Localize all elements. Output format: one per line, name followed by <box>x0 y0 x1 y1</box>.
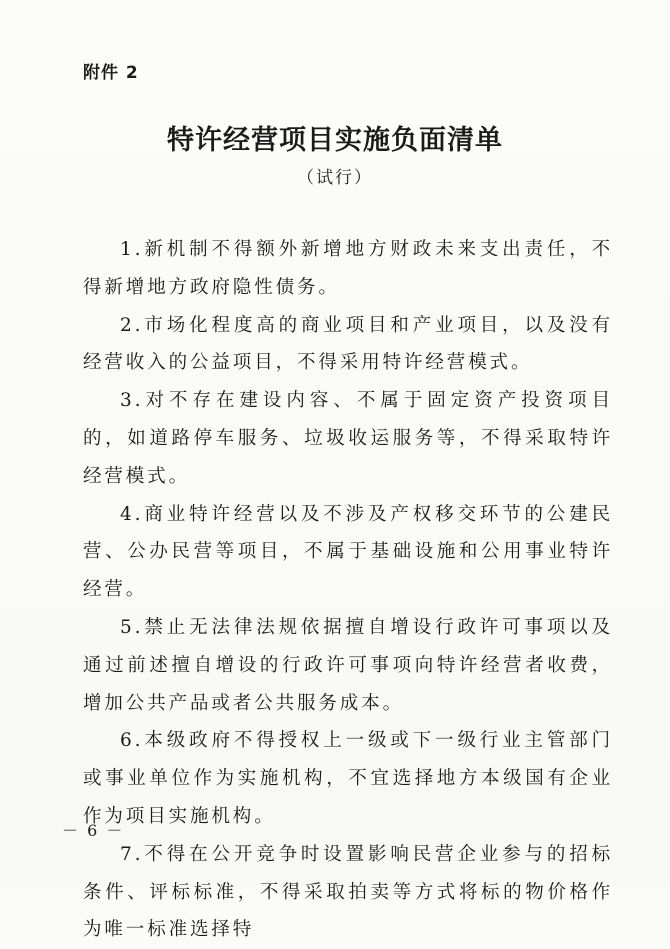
list-item-6: 6.本级政府不得授权上一级或下一级行业主管部门或事业单位作为实施机构，不宜选择地方本级国有企业作为项目实施机构。 <box>83 730 613 827</box>
list-item-5: 5.禁止无法律法规依据擅自增设行政许可事项以及通过前述擅自增设的行政许可事项向特许经营者收费，增加公共产品或者公共服务成本。 <box>83 616 613 714</box>
list-item-7: 7.不得在公开竞争时设置影响民营企业参与的招标条件、评标标准，不得采取拍卖等方式将标的物价格作为唯一标准选择特 <box>83 843 613 941</box>
list-item-3: 3.对不存在建设内容、不属于固定资产投资项目的，如道路停车服务、垃圾收运服务等，不得采取特许经营模式。 <box>83 390 613 487</box>
page-number: － 6 － <box>62 821 125 840</box>
list-item-2: 2.市场化程度高的商业项目和产业项目，以及没有经营收入的公益项目，不得采用特许经营模式。 <box>83 314 613 374</box>
document-title: 特许经营项目实施负面清单 <box>167 125 503 156</box>
list-item-1: 1.新机制不得额外新增地方财政未来支出责任，不得新增地方政府隐性债务。 <box>83 239 613 298</box>
attachment-label: 附件 2 <box>83 63 139 83</box>
document-body <box>83 231 613 949</box>
list-item-4: 4.商业特许经营以及不涉及产权移交环节的公建民营、公办民营等项目，不属于基础设施和公用事业特许经营。 <box>83 503 613 601</box>
document-subtitle: （试行） <box>297 168 373 188</box>
